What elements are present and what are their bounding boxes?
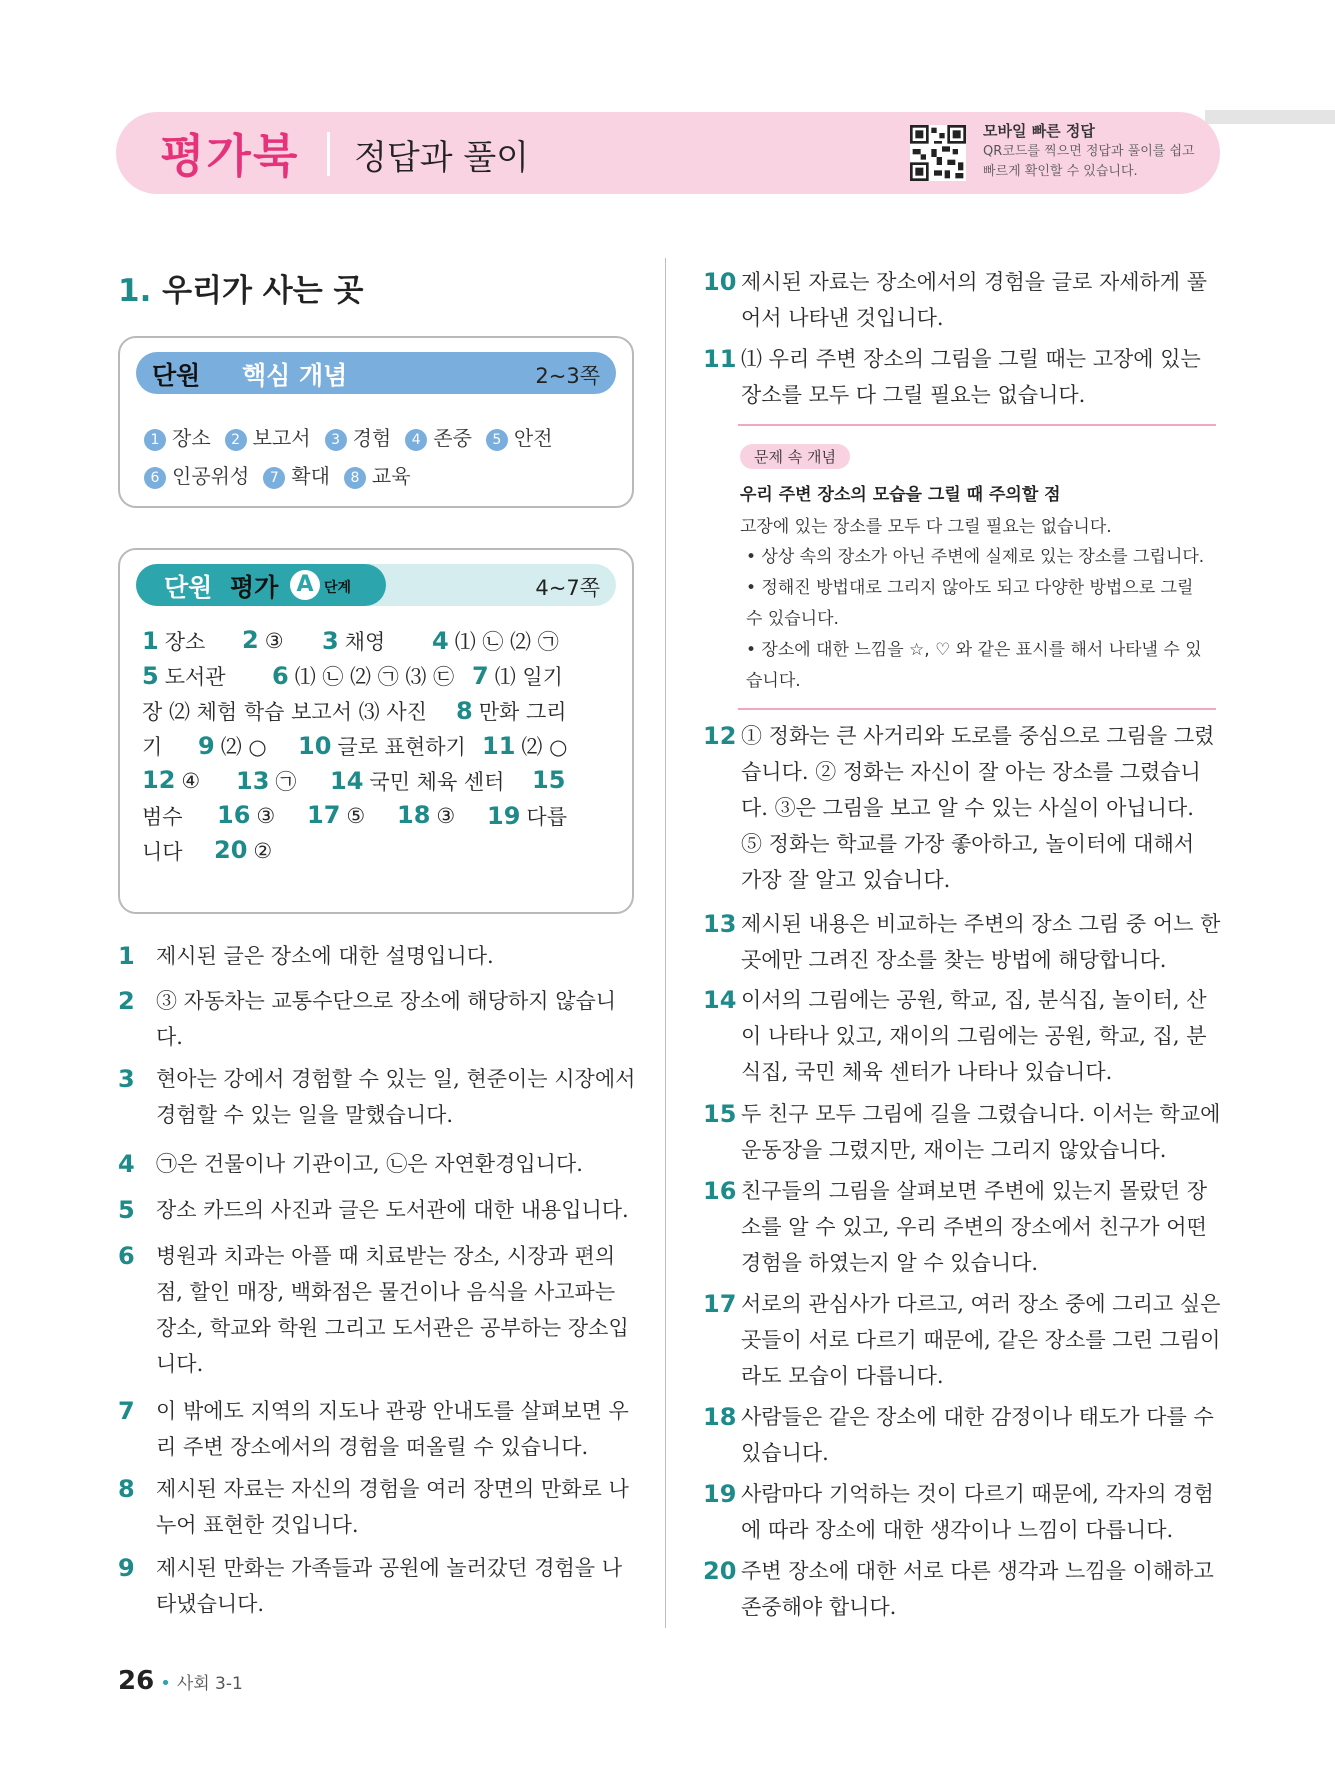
- answer-line: [142, 696, 612, 734]
- item-text: 이 밖에도 지역의 지도나 관광 안내도를 살펴보면 우리 주변 장소에서의 경험을 떠올릴 수 있습니다.: [156, 1399, 629, 1459]
- keyword-number: 4: [405, 429, 427, 451]
- answer-item: [532, 766, 571, 794]
- keyword-number: 6: [144, 467, 166, 489]
- item-number: 4: [118, 1150, 135, 1178]
- keyword: [325, 422, 392, 451]
- answer-item: [142, 661, 226, 691]
- item-number: 18: [703, 1403, 737, 1431]
- item-number: 3: [118, 1065, 135, 1093]
- answer-item: [482, 731, 567, 761]
- item-text: 제시된 자료는 자신의 경험을 여러 장면의 만화로 나누어 표현한 것입니다.: [156, 1477, 629, 1537]
- item-number: 15: [703, 1100, 737, 1128]
- answer-line: [142, 731, 612, 769]
- concept-bullet: • 장소에 대한 느낌을 ☆, ♡ 와 같은 표시를 해서 나타낼 수 있습니다.: [746, 640, 1202, 691]
- answer-text: ㉠: [275, 770, 297, 794]
- answer-text: 국민 체육 센터: [369, 770, 505, 794]
- item-number: 8: [118, 1475, 135, 1503]
- answer-text: ⑤: [346, 804, 366, 828]
- answer-text: ③: [436, 804, 456, 828]
- answer-text: 다릅: [526, 805, 567, 829]
- item-text: 제시된 내용은 비교하는 주변의 장소 그림 중 어느 한 곳에만 그려진 장소를 찾는 방법에 해당합니다.: [741, 912, 1221, 972]
- concept-bullet: • 상상 속의 장소가 아닌 주변에 실제로 있는 장소를 그립니다.: [746, 547, 1205, 567]
- concept-callout: [738, 424, 1216, 710]
- answer-number: 1: [142, 627, 159, 655]
- item-text: 사람마다 기억하는 것이 다르기 때문에, 각자의 경험에 따라 장소에 대한 생각이나 느낌이 다릅니다.: [741, 1482, 1214, 1542]
- unit-label: 단원: [164, 573, 213, 602]
- answer-text: 글로 표현하기: [337, 735, 466, 759]
- footer-dot: •: [160, 1673, 171, 1694]
- item-text: 사람들은 같은 장소에 대한 감정이나 태도가 다를 수 있습니다.: [741, 1405, 1214, 1465]
- item-text: ⑴ 우리 주변 장소의 그림을 그릴 때는 고장에 있는 장소를 모두 다 그릴 필요는 없습니다.: [741, 347, 1201, 407]
- item-text: ③ 자동차는 교통수단으로 장소에 해당하지 않습니다.: [156, 989, 617, 1049]
- page-number: 26: [118, 1666, 155, 1696]
- item-text: 이서의 그림에는 공원, 학교, 집, 분식집, 놀이터, 산이 나타나 있고, 재이의 그림에는 공원, 학교, 집, 분식집, 국민 체육 센터가 나타나 있습니다.: [741, 988, 1207, 1084]
- answer-line: [142, 801, 612, 839]
- answer-item: [487, 801, 567, 831]
- answer-item: [330, 766, 504, 796]
- stage-label: 단계: [324, 580, 352, 596]
- answer-number: 2: [242, 626, 259, 654]
- answer-number: 10: [298, 732, 332, 760]
- item-text: 주변 장소에 대한 서로 다른 생각과 느낌을 이해하고 존중해야 합니다.: [741, 1559, 1214, 1619]
- answer-item: [272, 661, 454, 691]
- answer-number: 4: [432, 627, 449, 655]
- answer-item: [142, 626, 205, 656]
- evaluation-label: 평가: [230, 573, 279, 602]
- unit-label: 단원: [152, 361, 201, 390]
- keyword-text: 경험: [352, 426, 392, 450]
- answer-number: 3: [322, 627, 339, 655]
- answer-text: 기: [142, 735, 163, 759]
- item-number: 12: [703, 722, 737, 750]
- keyword-number: 2: [225, 429, 247, 451]
- qr-title: 모바일 빠른 정답: [983, 122, 1095, 140]
- keyword: [344, 460, 411, 489]
- item-number: 1: [118, 942, 135, 970]
- answer-number: 8: [456, 697, 473, 725]
- concept-bullet: • 정해진 방법대로 그리지 않아도 되고 다양한 방법으로 그릴 수 있습니다.: [746, 578, 1194, 629]
- item-number: 5: [118, 1196, 135, 1224]
- keyword-number: 1: [144, 429, 166, 451]
- item-text: 제시된 글은 장소에 대한 설명입니다.: [156, 944, 494, 968]
- item-text: 제시된 만화는 가족들과 공원에 놀러갔던 경험을 나타냈습니다.: [156, 1556, 623, 1616]
- answer-number: 15: [532, 766, 566, 794]
- item-text: 장소 카드의 사진과 글은 도서관에 대한 내용입니다.: [156, 1198, 629, 1222]
- item-number: 10: [703, 268, 737, 296]
- answer-number: 14: [330, 767, 364, 795]
- item-text: 현아는 강에서 경험할 수 있는 일, 현준이는 시장에서 경험할 수 있는 일을 말했습니다.: [156, 1067, 636, 1127]
- answer-text: 채영: [344, 630, 386, 654]
- keyword-text: 안전: [513, 426, 553, 450]
- corner-decoration: [1205, 110, 1335, 124]
- answer-text: 범수: [142, 805, 183, 829]
- answer-text: ⑵ ○: [220, 735, 267, 759]
- item-number: 14: [703, 986, 737, 1014]
- answer-text: ③: [264, 629, 284, 653]
- item-text: ㉠은 건물이나 기관이고, ㉡은 자연환경입니다.: [156, 1152, 583, 1176]
- answer-number: 17: [307, 801, 341, 829]
- answer-number: 19: [487, 802, 521, 830]
- item-number: 11: [703, 345, 737, 373]
- core-concept-label: 핵심 개념: [242, 361, 348, 390]
- answer-text: ⑵ ○: [521, 735, 568, 759]
- answer-item: [142, 801, 183, 831]
- answer-number: 16: [217, 801, 251, 829]
- qr-description: QR코드를 찍으면 정답과 풀이를 쉽고 빠르게 확인할 수 있습니다.: [983, 144, 1195, 179]
- concept-title: 우리 주변 장소의 모습을 그릴 때 주의할 점: [740, 485, 1061, 505]
- answer-item: [397, 801, 455, 829]
- section-name: 우리가 사는 곳: [162, 273, 364, 309]
- grade-badge: A: [290, 570, 320, 600]
- column-divider: [665, 258, 666, 1628]
- header-divider: [327, 132, 330, 176]
- keyword-text: 보고서: [252, 426, 311, 450]
- answer-item: [198, 731, 267, 761]
- answer-item: [142, 696, 427, 726]
- item-number: 7: [118, 1397, 135, 1425]
- keyword-text: 인공위성: [172, 464, 250, 488]
- answer-line: [142, 626, 612, 664]
- answer-item: [322, 626, 385, 656]
- item-number: 6: [118, 1242, 135, 1270]
- answer-number: 5: [142, 662, 159, 690]
- keyword: [144, 422, 211, 451]
- answer-text: 만화 그리: [478, 700, 567, 724]
- answer-item: [142, 731, 162, 761]
- unit-evaluation-box: [118, 548, 634, 914]
- keyword-number: 3: [325, 429, 347, 451]
- answer-number: 6: [272, 662, 289, 690]
- answer-line: [142, 661, 612, 699]
- answer-text: 니다: [142, 840, 183, 864]
- keyword: [263, 460, 330, 489]
- answer-item: [307, 801, 365, 829]
- item-number: 20: [703, 1557, 737, 1585]
- qr-code-icon[interactable]: [910, 125, 966, 181]
- item-number: 16: [703, 1177, 737, 1205]
- item-number: 9: [118, 1554, 135, 1582]
- answer-text: 장 ⑵ 체험 학습 보고서 ⑶ 사진: [142, 700, 427, 724]
- answer-number: 9: [198, 732, 215, 760]
- concept-tag: 문제 속 개념: [740, 444, 850, 469]
- item-text: ① 정화는 큰 사거리와 도로를 중심으로 그림을 그렸습니다. ② 정화는 자신이 잘 아는 장소를 그렸습니다. ③은 그림을 보고 알 수 있는 사실이 아닙니다. ⑤ 정화는 학교를 가장 좋아하고, 놀이터에 대해서 가장 잘 알고 있습니다.: [741, 724, 1215, 892]
- answer-line: [142, 766, 612, 804]
- answer-text: ⑴ ㉡ ⑵ ㉠: [454, 630, 559, 654]
- section-title: [118, 265, 363, 310]
- answer-number: 7: [472, 662, 489, 690]
- concept-intro: 고장에 있는 장소를 모두 다 그릴 필요는 없습니다.: [740, 517, 1112, 537]
- answer-item: [142, 766, 200, 794]
- keyword: [486, 422, 553, 451]
- answer-text: ②: [253, 839, 273, 863]
- item-text: 친구들의 그림을 살펴보면 주변에 있는지 몰랐던 장소를 알 수 있고, 우리 주변의 장소에서 친구가 어떤 경험을 하였는지 알 수 있습니다.: [741, 1179, 1208, 1275]
- answer-text: ④: [181, 769, 201, 793]
- answer-item: [214, 836, 272, 864]
- answer-number: 12: [142, 766, 176, 794]
- item-number: 19: [703, 1480, 737, 1508]
- answer-item: [432, 626, 559, 656]
- item-text: 서로의 관심사가 다르고, 여러 장소 중에 그리고 싶은 곳들이 서로 다르기 때문에, 같은 장소를 그린 그림이라도 모습이 다릅니다.: [741, 1292, 1221, 1388]
- keyword: [225, 422, 311, 451]
- item-number: 17: [703, 1290, 737, 1318]
- item-number: 2: [118, 987, 135, 1015]
- keyword-row-2: [144, 460, 425, 489]
- keyword: [144, 460, 249, 489]
- page-range: 4~7쪽: [535, 576, 600, 600]
- answer-item: [298, 731, 466, 761]
- page-range: 2~3쪽: [535, 364, 600, 388]
- answer-text: ⑴ ㉡ ⑵ ㉠ ⑶ ㉢: [294, 665, 455, 689]
- keyword: [405, 422, 472, 451]
- item-text: 제시된 자료는 장소에서의 경험을 글로 자세하게 풀어서 나타낸 것입니다.: [741, 270, 1208, 330]
- keyword-number: 8: [344, 467, 366, 489]
- answer-item: [456, 696, 567, 726]
- answer-number: 11: [482, 732, 516, 760]
- brand-title: 평가북: [160, 129, 300, 183]
- answer-item: [236, 766, 296, 796]
- page-header: [116, 112, 1220, 194]
- subject-label: 사회 3-1: [176, 1674, 243, 1694]
- answer-number: 18: [397, 801, 431, 829]
- answer-item: [142, 836, 183, 866]
- answer-text: ③: [256, 804, 276, 828]
- header-subtitle: 정답과 풀이: [354, 138, 530, 178]
- evaluation-header: [136, 564, 386, 606]
- item-text: 병원과 치과는 아플 때 치료받는 장소, 시장과 편의점, 할인 매장, 백화점은 물건이나 음식을 사고파는 장소, 학교와 학원 그리고 도서관은 공부하는 장소입니다.: [156, 1244, 629, 1376]
- answer-item: [242, 626, 284, 654]
- section-number: 1.: [118, 273, 152, 309]
- answer-number: 20: [214, 836, 248, 864]
- item-text: 두 친구 모두 그림에 길을 그렸습니다. 이서는 학교에 운동장을 그렸지만, 재이는 그리지 않았습니다.: [741, 1102, 1221, 1162]
- answer-line: [142, 836, 612, 874]
- answer-item: [472, 661, 563, 691]
- answer-item: [217, 801, 275, 829]
- page-footer: [118, 1666, 243, 1696]
- item-number: 13: [703, 910, 737, 938]
- keyword-text: 교육: [371, 464, 411, 488]
- answer-text: 장소: [164, 630, 206, 654]
- answer-text: 도서관: [164, 665, 226, 689]
- keyword-number: 7: [263, 467, 285, 489]
- core-concept-box: [118, 336, 634, 508]
- core-concept-header: [136, 352, 616, 394]
- answer-text: ⑴ 일기: [494, 665, 563, 689]
- keyword-number: 5: [486, 429, 508, 451]
- answer-number: 13: [236, 767, 270, 795]
- keyword-text: 장소: [172, 426, 211, 450]
- keyword-row-1: [144, 422, 567, 451]
- keyword-text: 확대: [291, 464, 330, 488]
- keyword-text: 존중: [433, 426, 472, 450]
